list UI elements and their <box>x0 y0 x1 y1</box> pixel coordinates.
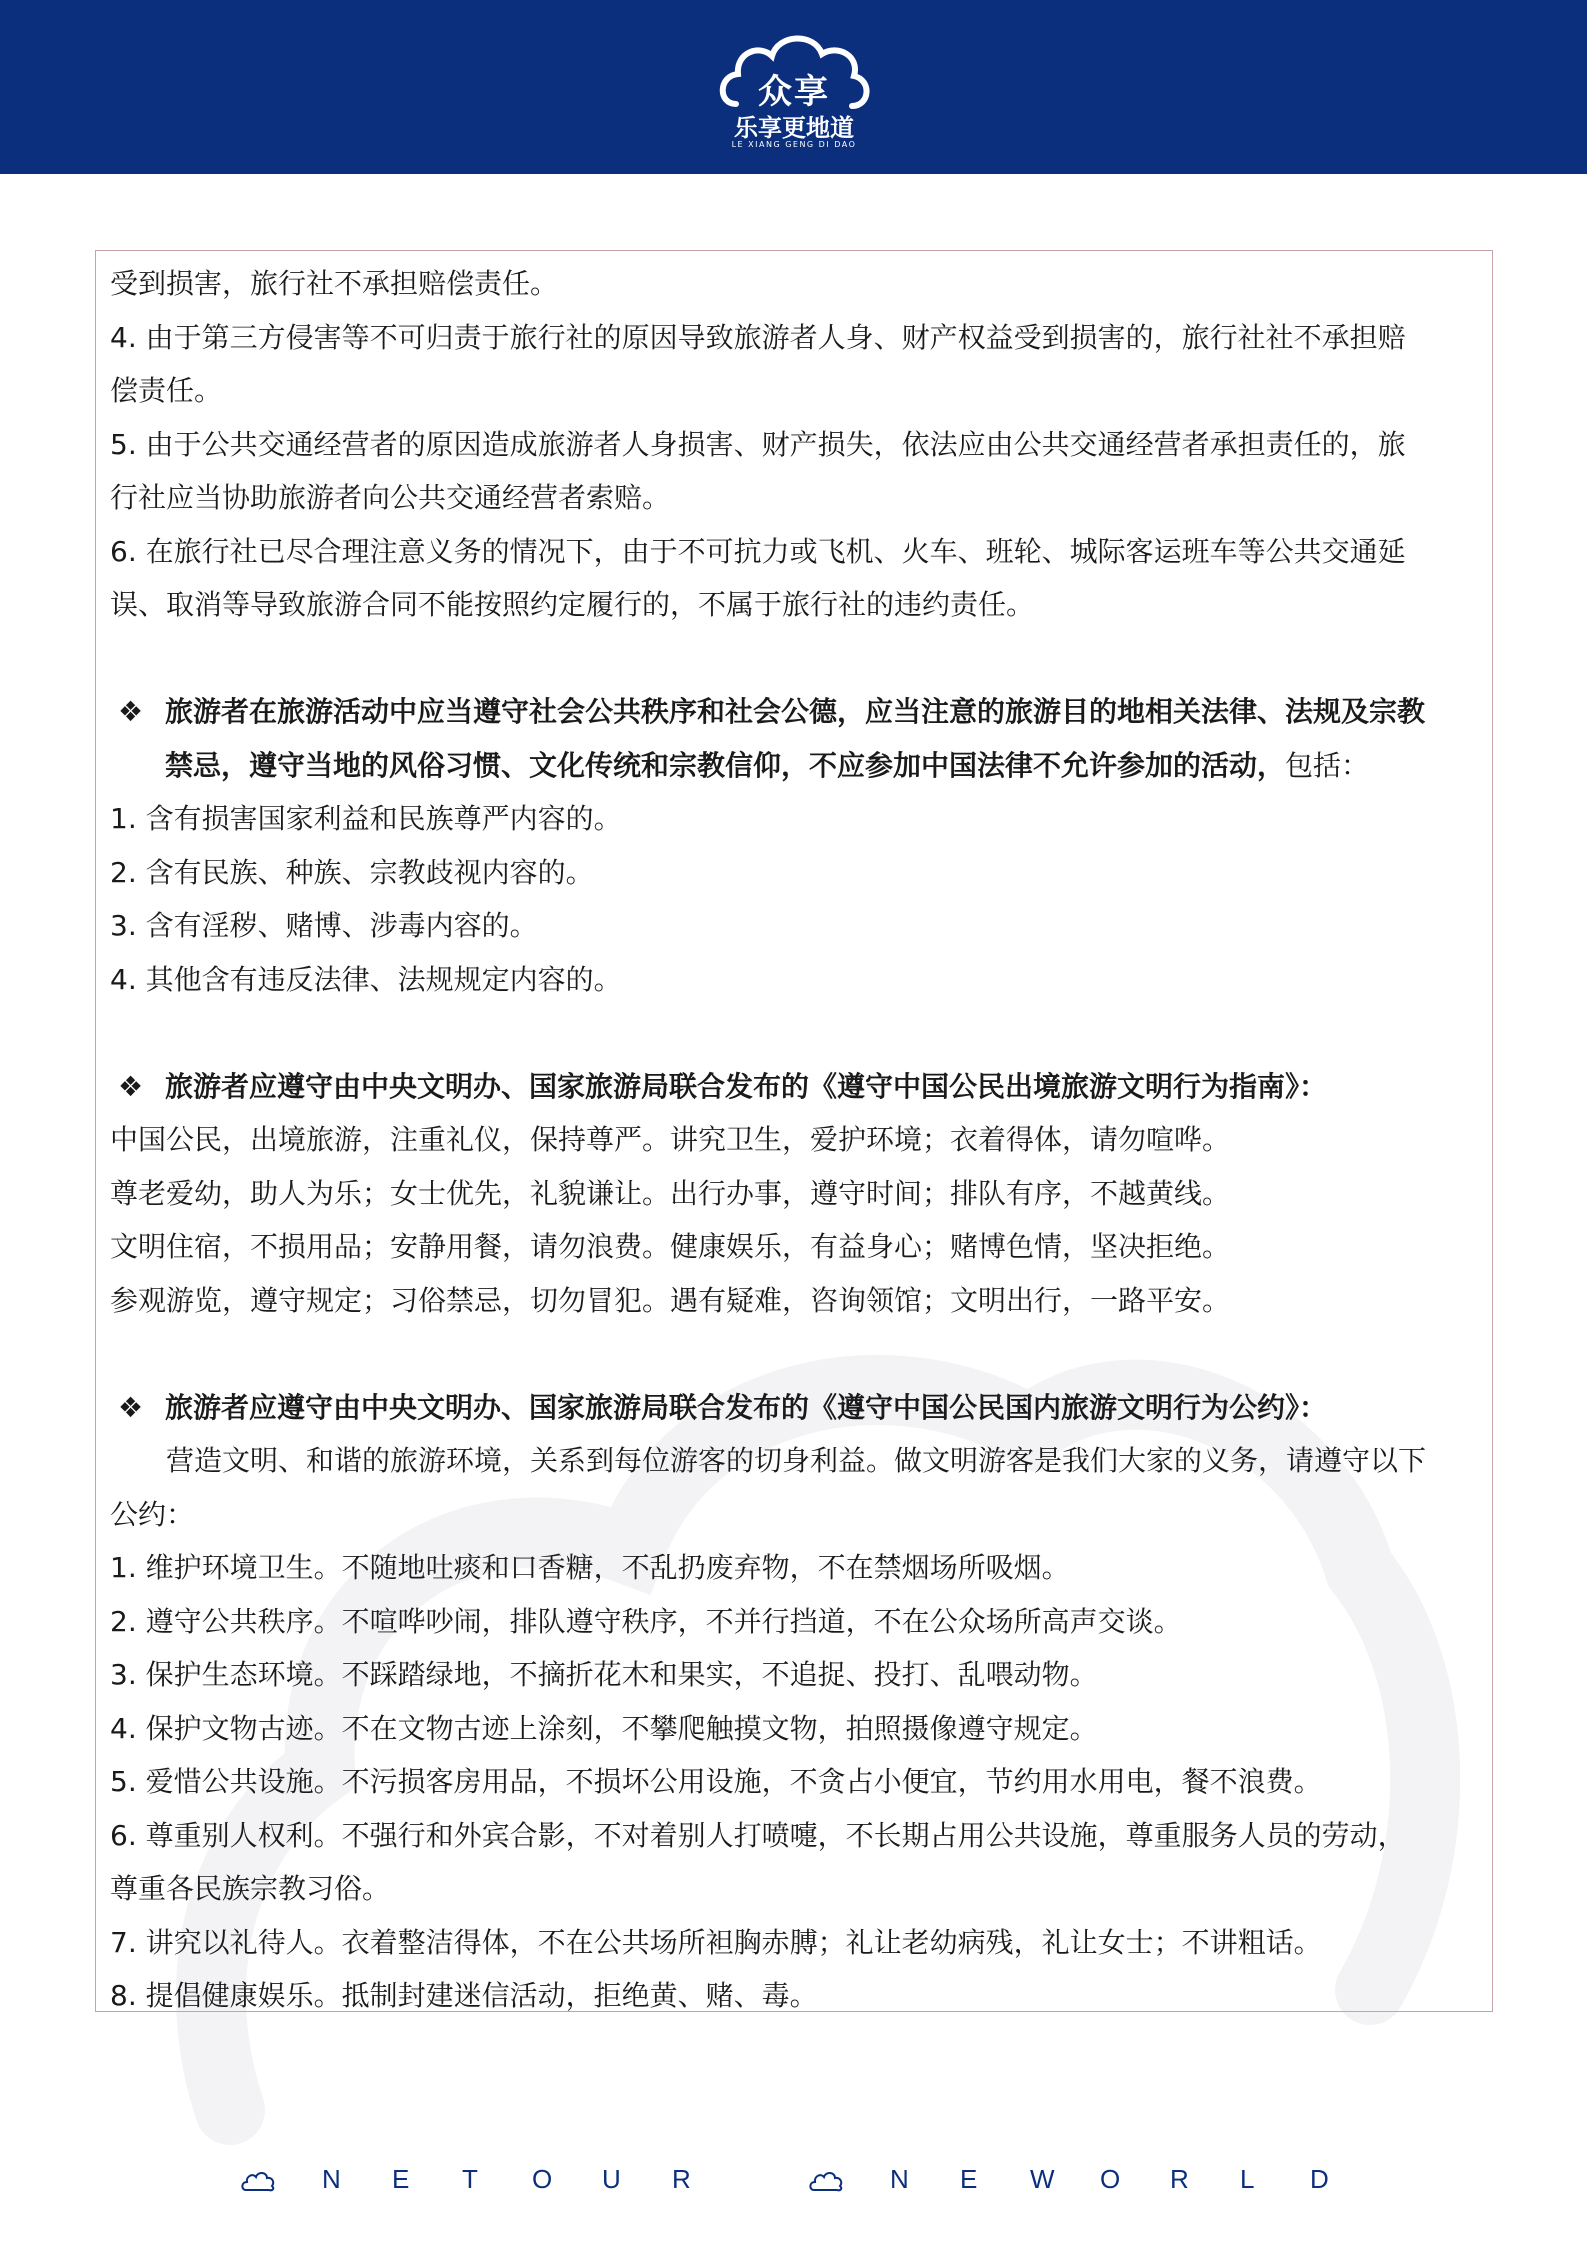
footer-letter: L <box>1240 2164 1255 2194</box>
footer-letter: R <box>672 2164 691 2194</box>
footer-letter: O <box>1100 2164 1121 2194</box>
text-line: 7. 讲究以礼待人。衣着整洁得体，不在公共场所袒胸赤膊；礼让老幼病残，礼让女士；不讲粗话。 <box>110 1925 1322 1959</box>
logo-subtitle-text: LE XIANG GENG DI DAO <box>731 140 857 149</box>
text-line: 6. 在旅行社已尽合理注意义务的情况下，由于不可抗力或飞机、火车、班轮、城际客运班车等公共交通延 <box>110 534 1406 568</box>
bullet-heading-text: 旅游者应遵守由中央文明办、国家旅游局联合发布的《遵守中国公民出境旅游文明行为指南》： <box>165 1069 1328 1103</box>
document-text <box>110 257 1482 2023</box>
text-line: 尊老爱幼，助人为乐；女士优先，礼貌谦让。出行办事，遵守时间；排队有序，不越黄线。 <box>110 1176 1231 1210</box>
text-line: 中国公民，出境旅游，注重礼仪，保持尊严。讲究卫生，爱护环境；衣着得体，请勿喧哗。 <box>110 1123 1231 1156</box>
text-line: 5. 由于公共交通经营者的原因造成旅游者人身损害、财产损失，依法应由公共交通经营者承担责任的，旅 <box>110 427 1406 461</box>
diamond-bullet-icon: ❖ <box>118 1390 144 1424</box>
logo-brand-text: 众享 <box>758 72 830 112</box>
text-line: 8. 提倡健康娱乐。抵制封建迷信活动，拒绝黄、赌、毒。 <box>110 1979 818 2012</box>
content-box <box>95 250 1493 2012</box>
text-line: 4. 其他含有违反法律、法规规定内容的。 <box>110 962 622 996</box>
bullet-tail-text: 包括： <box>1285 748 1370 782</box>
text-line: 5. 爱惜公共设施。不污损客房用品，不损坏公用设施，不贪占小便宜，节约用水用电，餐不浪费。 <box>110 1765 1322 1798</box>
header-bar <box>0 0 1587 174</box>
logo-slogan-text: 乐享更地道 <box>734 114 854 142</box>
text-line: 4. 保护文物古迹。不在文物古迹上涂刻，不攀爬触摸文物，拍照摄像遵守规定。 <box>110 1711 1098 1745</box>
bullet-heading <box>110 1060 1482 1114</box>
text-line: 1. 维护环境卫生。不随地吐痰和口香糖，不乱扔废弃物，不在禁烟场所吸烟。 <box>110 1551 1070 1584</box>
text-line: 3. 含有淫秽、赌博、涉毒内容的。 <box>110 909 538 942</box>
cloud-icon <box>240 2169 276 2193</box>
bullet-heading <box>110 685 1482 739</box>
paragraph-line: 营造文明、和谐的旅游环境，关系到每位游客的切身利益。做文明游客是我们大家的义务，请遵守以下 <box>166 1444 1427 1477</box>
footer-letter: R <box>1170 2164 1189 2194</box>
bullet-heading <box>110 1381 1482 1435</box>
text-line: 参观游览，遵守规定；习俗禁忌，切勿冒犯。遇有疑难，咨询领馆；文明出行，一路平安。 <box>110 1283 1231 1317</box>
text-line: 行社应当协助旅游者向公共交通经营者索赔。 <box>110 481 671 514</box>
footer-letter: E <box>392 2164 410 2194</box>
footer-letter: U <box>602 2164 621 2194</box>
footer-letter: E <box>960 2164 978 2194</box>
footer-letter: T <box>462 2164 478 2194</box>
text-line: 2. 遵守公共秩序。不喧哗吵闹，排队遵守秩序，不并行挡道，不在公众场所高声交谈。 <box>110 1604 1182 1638</box>
bullet-heading-continued <box>110 739 1482 793</box>
text-line: 公约： <box>110 1497 195 1531</box>
paragraph-gap <box>110 1006 1482 1060</box>
text-line: 偿责任。 <box>110 374 223 407</box>
brand-logo <box>714 22 874 154</box>
text-line: 文明住宿，不损用品；安静用餐，请勿浪费。健康娱乐，有益身心；赌博色情，坚决拒绝。 <box>110 1230 1231 1263</box>
diamond-bullet-icon: ❖ <box>118 695 144 728</box>
footer-tagline <box>0 2160 1587 2200</box>
text-line: 1. 含有损害国家利益和民族尊严内容的。 <box>110 802 622 835</box>
text-line: 2. 含有民族、种族、宗教歧视内容的。 <box>110 855 594 889</box>
diamond-bullet-icon: ❖ <box>118 1069 144 1103</box>
bullet-heading-text: 禁忌，遵守当地的风俗习惯、文化传统和宗教信仰，不应参加中国法律不允许参加的活动， <box>165 748 1286 782</box>
text-line: 误、取消等导致旅游合同不能按照约定履行的，不属于旅行社的违约责任。 <box>110 588 1035 621</box>
footer-letter: W <box>1030 2164 1055 2194</box>
cloud-icon <box>808 2169 844 2193</box>
bullet-heading-text: 旅游者应遵守由中央文明办、国家旅游局联合发布的《遵守中国公民国内旅游文明行为公约》： <box>165 1390 1328 1424</box>
text-line: 尊重各民族宗教习俗。 <box>110 1872 391 1905</box>
footer-letter: N <box>890 2164 909 2194</box>
footer-letter: N <box>322 2164 341 2194</box>
text-line: 4. 由于第三方侵害等不可归责于旅行社的原因导致旅游者人身、财产权益受到损害的，旅行社社不承担赔 <box>110 320 1406 354</box>
paragraph-gap <box>110 1327 1482 1381</box>
footer-letter: O <box>532 2164 553 2194</box>
text-line: 受到损害，旅行社不承担赔偿责任。 <box>110 267 559 300</box>
text-line: 6. 尊重别人权利。不强行和外宾合影，不对着别人打喷嚏，不长期占用公共设施，尊重服务人员的劳动， <box>110 1818 1406 1852</box>
bullet-heading-text: 旅游者在旅游活动中应当遵守社会公共秩序和社会公德，应当注意的旅游目的地相关法律、法规及宗教 <box>165 695 1426 728</box>
footer-letter: D <box>1310 2164 1329 2194</box>
paragraph-gap <box>110 632 1482 686</box>
text-line: 3. 保护生态环境。不踩踏绿地，不摘折花木和果实，不追捉、投打、乱喂动物。 <box>110 1658 1098 1691</box>
